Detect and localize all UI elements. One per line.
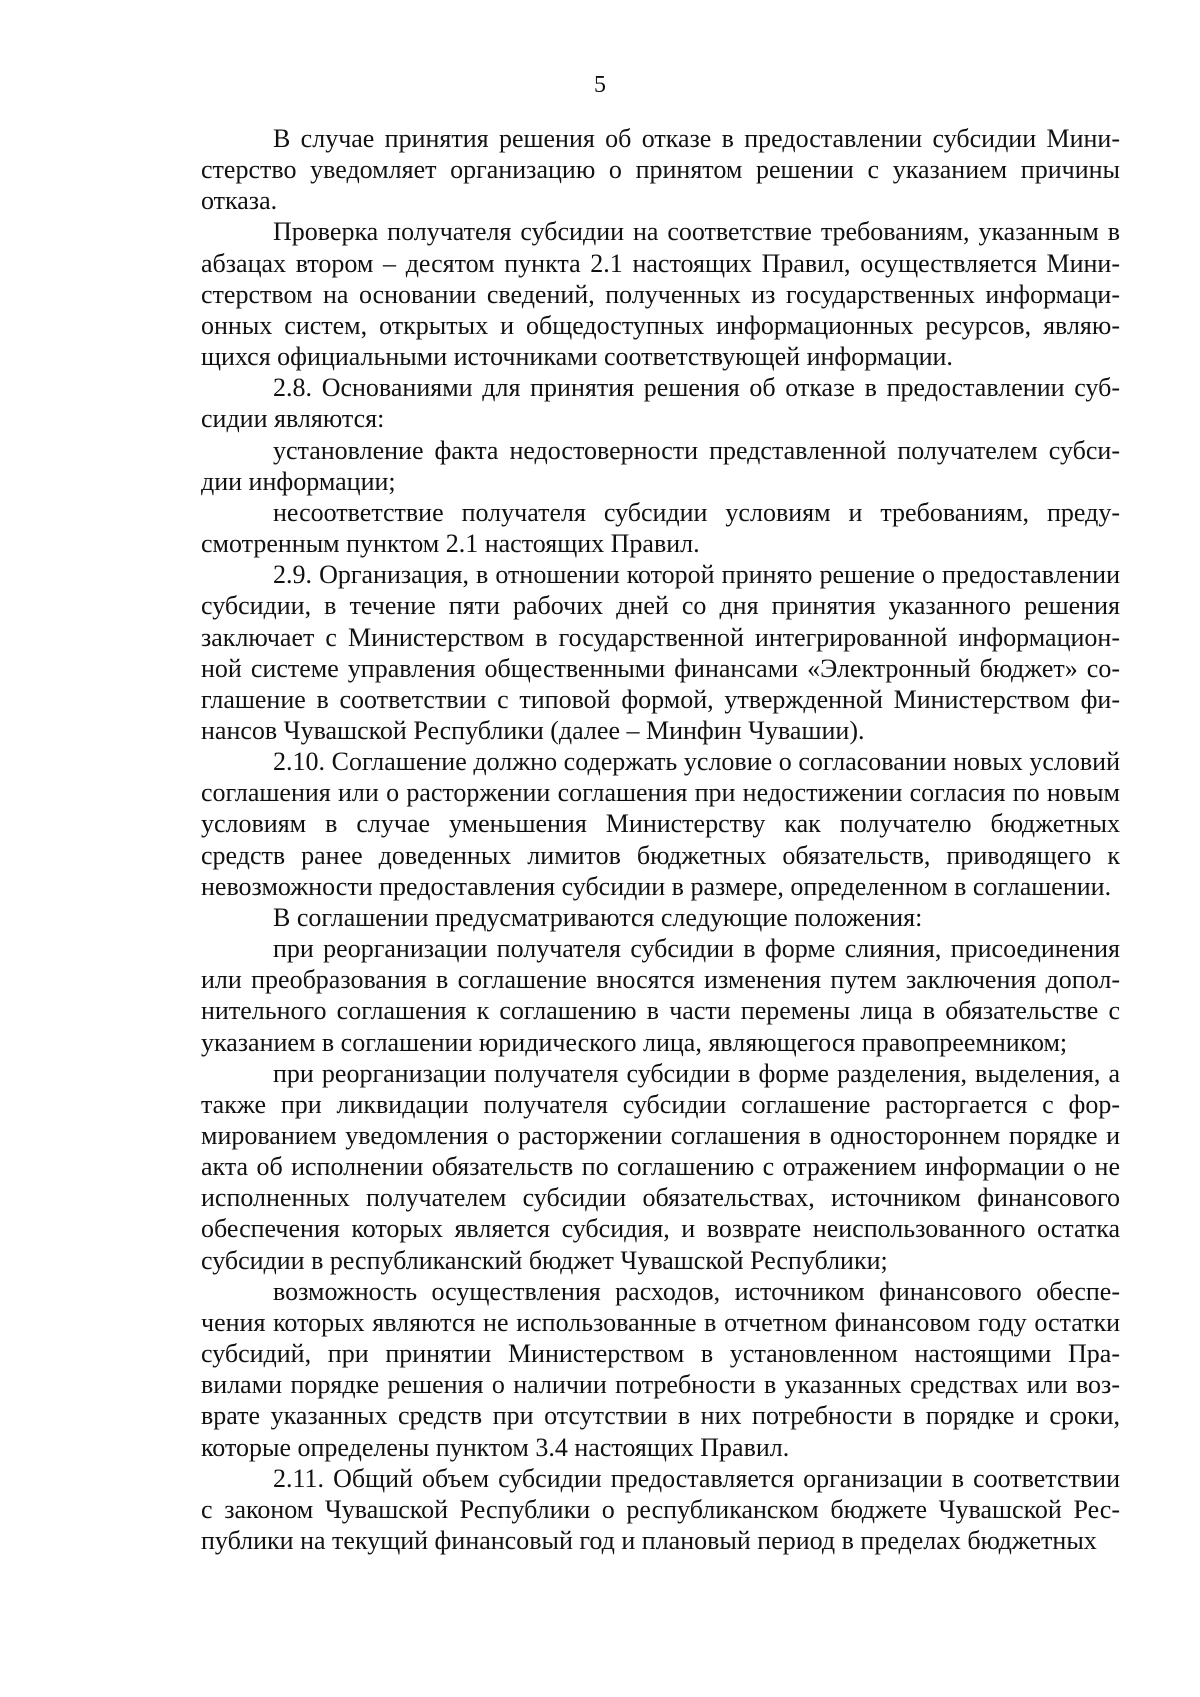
document-body — [201, 123, 1120, 1556]
paragraph-refusal-ground-1: установление факта недостоверности представленной получателем субсидии информации; — [201, 435, 1120, 496]
paragraph-provision-merger: при реорганизации получателя субсидии в форме слияния, присоединения или преобразования в соглашение вносятся изменения путем заключения дополнительного соглашения к соглашению в части перемены лица в обязательстве с указанием в соглашении юридического лица, являющегося правопреемником; — [201, 934, 1120, 1057]
paragraph-recipient-check: Проверка получателя субсидии на соответствие требованиям, указанным в абзацах втором – десятом пункта 2.1 настоящих Правил, осуществляется Министерством на основании сведений, полученных из государственных информационных систем, открытых и общедоступных информационных ресурсов, являющихся официальными источниками соответствующей информации. — [201, 217, 1120, 372]
paragraph-2-9: 2.9. Организация, в отношении которой принято решение о предоставлении субсидии, в течение пяти рабочих дней со дня принятия указанного решения заключает с Министерством в государственной интегрированной информационной системе управления общественными финансами «Электронный бюджет» соглашение в соответствии с типовой формой, утвержденной Министерством финансов Чувашской Республики (далее – Минфин Чувашии). — [201, 560, 1120, 745]
paragraph-provision-remaining-funds: возможность осуществления расходов, источником финансового обеспечения которых являются не использованные в отчетном финансовом году остатки субсидий, при принятии Министерством в установленном настоящими Правилами порядке решения о наличии потребности в указанных средствах или возврате указанных средств при отсутствии в них потребности в порядке и сроки, которые определены пунктом 3.4 настоящих Правил. — [201, 1276, 1120, 1462]
paragraph-provision-division: при реорганизации получателя субсидии в форме разделения, выделения, а также при ликвидации получателя субсидии соглашение расторгается с формированием уведомления о расторжении соглашения в одностороннем порядке и акта об исполнении обязательств по соглашению с отражением информации о не исполненных получателем субсидии обязательствах, источником финансового обеспечения которых является субсидия, и возврате неиспользованного остатка субсидии в республиканский бюджет Чувашской Республики; — [201, 1058, 1120, 1275]
paragraph-refusal-ground-2: несоответствие получателя субсидии условиям и требованиям, предусмотренным пунктом 2.1 настоящих Правил. — [201, 497, 1120, 559]
page-number: 5 — [594, 72, 606, 98]
paragraph-2-11: 2.11. Общий объем субсидии предоставляется организации в соответствии с законом Чувашской Республики о республиканском бюджете Чувашской Республики на текущий финансовый год и плановый период в пределах бюджетных — [201, 1463, 1120, 1556]
paragraph-refusal-notice: В случае принятия решения об отказе в предоставлении субсидии Министерство уведомляет организацию о принятом решении с указанием причины отказа. — [201, 124, 1120, 216]
paragraph-2-10: 2.10. Соглашение должно содержать условие о согласовании новых условий соглашения или о расторжении соглашения при недостижении согласия по новым условиям в случае уменьшения Министерству как получателю бюджетных средств ранее доведенных лимитов бюджетных обязательств, приводящего к невозможности предоставления субсидии в размере, определенном в соглашении. — [201, 747, 1120, 901]
paragraph-2-8: 2.8. Основаниями для принятия решения об отказе в предоставлении субсидии являются: — [201, 373, 1120, 434]
paragraph-agreement-provisions: В соглашении предусматриваются следующие положения: — [273, 902, 923, 932]
